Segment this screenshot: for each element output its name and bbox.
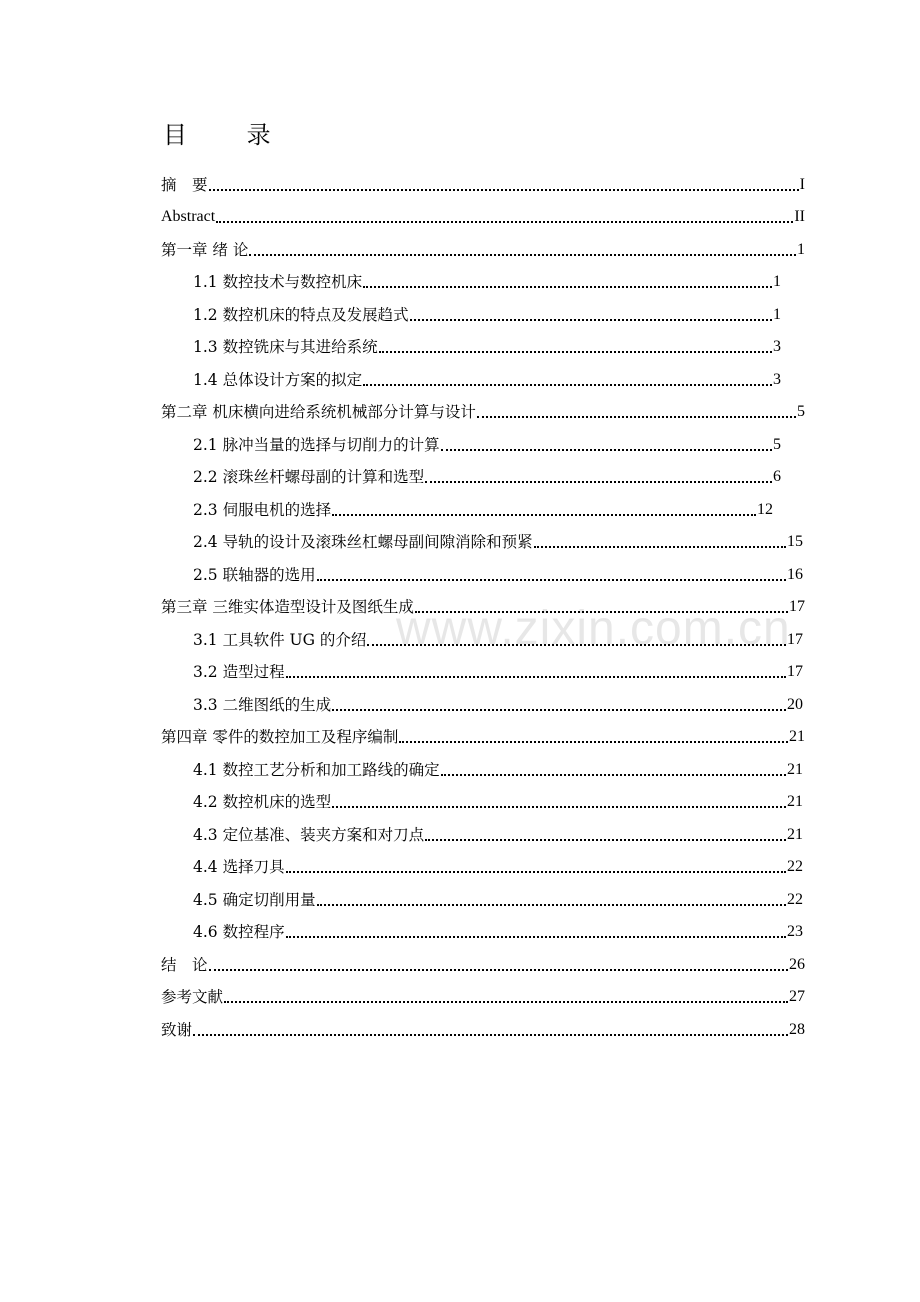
- toc-entry-page: 22: [787, 890, 803, 908]
- toc-entry-label: 结 论: [161, 955, 208, 974]
- toc-entry-page: I: [799, 175, 805, 193]
- toc-entry-label: 3.1 工具软件 UG 的介绍: [193, 630, 367, 649]
- dot-leader: [415, 611, 788, 613]
- toc-entry-label: 2.5 联轴器的选用: [193, 565, 316, 584]
- toc-entry-page: 1: [797, 240, 805, 258]
- toc-entry-page: 26: [789, 955, 805, 973]
- toc-entry-label: 1.3 数控铣床与其进给系统: [193, 338, 378, 356]
- toc-entry[interactable]: [161, 910, 803, 943]
- toc-entry-label: 第四章 零件的数控加工及程序编制: [161, 728, 399, 746]
- toc-entry[interactable]: [161, 747, 803, 780]
- toc-entry-page: 21: [787, 760, 803, 778]
- dot-leader: [477, 416, 796, 418]
- dot-leader: [425, 481, 772, 483]
- toc-entry-page: 12: [757, 500, 773, 518]
- toc-entry-label: Abstract: [161, 208, 216, 225]
- toc-entry-page: 21: [787, 825, 803, 843]
- toc-entry[interactable]: [161, 455, 781, 488]
- toc-entry-page: 21: [787, 793, 803, 810]
- dot-leader: [441, 449, 772, 451]
- dot-leader: [286, 871, 786, 873]
- toc-entry-page: 3: [773, 338, 781, 355]
- toc-entry-label: 2.3 伺服电机的选择: [193, 500, 332, 519]
- dot-leader: [363, 286, 772, 288]
- toc-entry-page: II: [794, 208, 805, 225]
- toc-entry-label: 4.5 确定切削用量: [193, 890, 316, 909]
- toc-entry-label: 2.2 滚珠丝杆螺母副的计算和选型: [193, 468, 425, 486]
- dot-leader: [286, 676, 786, 678]
- toc-list: [161, 162, 805, 1040]
- toc-entry-page: 1: [773, 305, 781, 323]
- toc-title: 目 录: [163, 121, 297, 149]
- toc-entry-label: 2.1 脉冲当量的选择与切削力的计算: [193, 435, 440, 454]
- dot-leader: [534, 546, 786, 548]
- toc-entry[interactable]: [161, 650, 803, 683]
- toc-entry-label: 第二章 机床横向进给系统机械部分计算与设计: [161, 403, 476, 421]
- toc-entry[interactable]: [161, 390, 805, 423]
- dot-leader: [224, 1001, 788, 1003]
- toc-entry-label: 1.1 数控技术与数控机床: [193, 273, 363, 291]
- toc-entry[interactable]: [161, 1007, 805, 1040]
- toc-entry[interactable]: [161, 942, 805, 975]
- toc-entry[interactable]: [161, 975, 805, 1008]
- toc-entry[interactable]: [161, 357, 781, 390]
- dot-leader: [367, 644, 786, 646]
- toc-entry[interactable]: [161, 487, 773, 520]
- toc-entry-label: 第三章 三维实体造型设计及图纸生成: [161, 598, 414, 616]
- dot-leader: [332, 514, 756, 516]
- toc-entry[interactable]: [161, 162, 805, 195]
- toc-entry-label: 4.6 数控程序: [193, 923, 285, 941]
- dot-leader: [209, 969, 788, 971]
- dot-leader: [379, 351, 772, 353]
- dot-leader: [399, 741, 788, 743]
- toc-entry-page: 27: [789, 988, 805, 1005]
- toc-entry-page: 17: [787, 663, 803, 680]
- toc-entry-page: 15: [787, 533, 803, 550]
- toc-entry-label: 1.4 总体设计方案的拟定: [193, 370, 363, 389]
- toc-entry[interactable]: [161, 585, 805, 618]
- toc-entry-label: 4.1 数控工艺分析和加工路线的确定: [193, 760, 440, 779]
- toc-entry-page: 16: [787, 565, 803, 583]
- toc-entry[interactable]: [161, 877, 803, 910]
- toc-entry[interactable]: [161, 195, 805, 228]
- dot-leader: [317, 579, 786, 581]
- toc-entry-label: 摘 要: [161, 175, 208, 194]
- toc-entry[interactable]: [161, 260, 781, 293]
- dot-leader: [209, 189, 799, 191]
- toc-entry-label: 4.3 定位基准、装夹方案和对刀点: [193, 825, 425, 844]
- toc-entry[interactable]: [161, 520, 803, 553]
- toc-entry-page: 6: [773, 468, 781, 485]
- toc-entry-label: 第一章 绪 论: [161, 240, 249, 259]
- toc-entry-page: 23: [787, 923, 803, 940]
- toc-entry[interactable]: [161, 617, 803, 650]
- toc-entry-page: 3: [773, 370, 781, 388]
- toc-entry[interactable]: [161, 227, 805, 260]
- toc-entry-label: 2.4 导轨的设计及滚珠丝杠螺母副间隙消除和预紧: [193, 533, 533, 551]
- toc-entry-page: 22: [787, 858, 803, 875]
- dot-leader: [216, 221, 793, 223]
- toc-entry[interactable]: [161, 422, 781, 455]
- toc-entry-page: 5: [773, 435, 781, 453]
- toc-entry[interactable]: [161, 845, 803, 878]
- toc-entry-page: 28: [789, 1020, 805, 1038]
- dot-leader: [441, 774, 786, 776]
- watermark: www.zixin.com.cn: [396, 602, 791, 655]
- toc-entry-label: 致谢: [161, 1020, 193, 1039]
- toc-entry[interactable]: [161, 812, 803, 845]
- toc-entry[interactable]: [161, 292, 781, 325]
- toc-entry[interactable]: [161, 780, 803, 813]
- toc-entry-label: 3.3 二维图纸的生成: [193, 695, 332, 714]
- toc-entry-page: 1: [773, 273, 781, 290]
- toc-entry-page: 21: [789, 728, 805, 745]
- toc-entry-page: 20: [787, 695, 803, 713]
- dot-leader: [363, 384, 772, 386]
- dot-leader: [317, 904, 786, 906]
- toc-entry-page: 5: [797, 403, 805, 420]
- toc-entry-label: 4.4 选择刀具: [193, 858, 285, 876]
- toc-entry[interactable]: [161, 682, 803, 715]
- dot-leader: [332, 709, 786, 711]
- toc-entry-page: 17: [787, 630, 803, 648]
- dot-leader: [193, 1034, 788, 1036]
- dot-leader: [425, 839, 786, 841]
- toc-entry-label: 参考文献: [161, 988, 224, 1006]
- dot-leader: [332, 806, 786, 808]
- toc-entry[interactable]: [161, 325, 781, 358]
- dot-leader: [410, 319, 772, 321]
- toc-entry[interactable]: [161, 715, 805, 748]
- toc-entry-label: 3.2 造型过程: [193, 663, 285, 681]
- toc-entry-page: 17: [789, 598, 805, 615]
- dot-leader: [286, 936, 786, 938]
- toc-entry-label: 1.2 数控机床的特点及发展趋式: [193, 305, 409, 324]
- toc-entry-label: 4.2 数控机床的选型: [193, 793, 332, 811]
- dot-leader: [249, 254, 796, 256]
- toc-entry[interactable]: [161, 552, 803, 585]
